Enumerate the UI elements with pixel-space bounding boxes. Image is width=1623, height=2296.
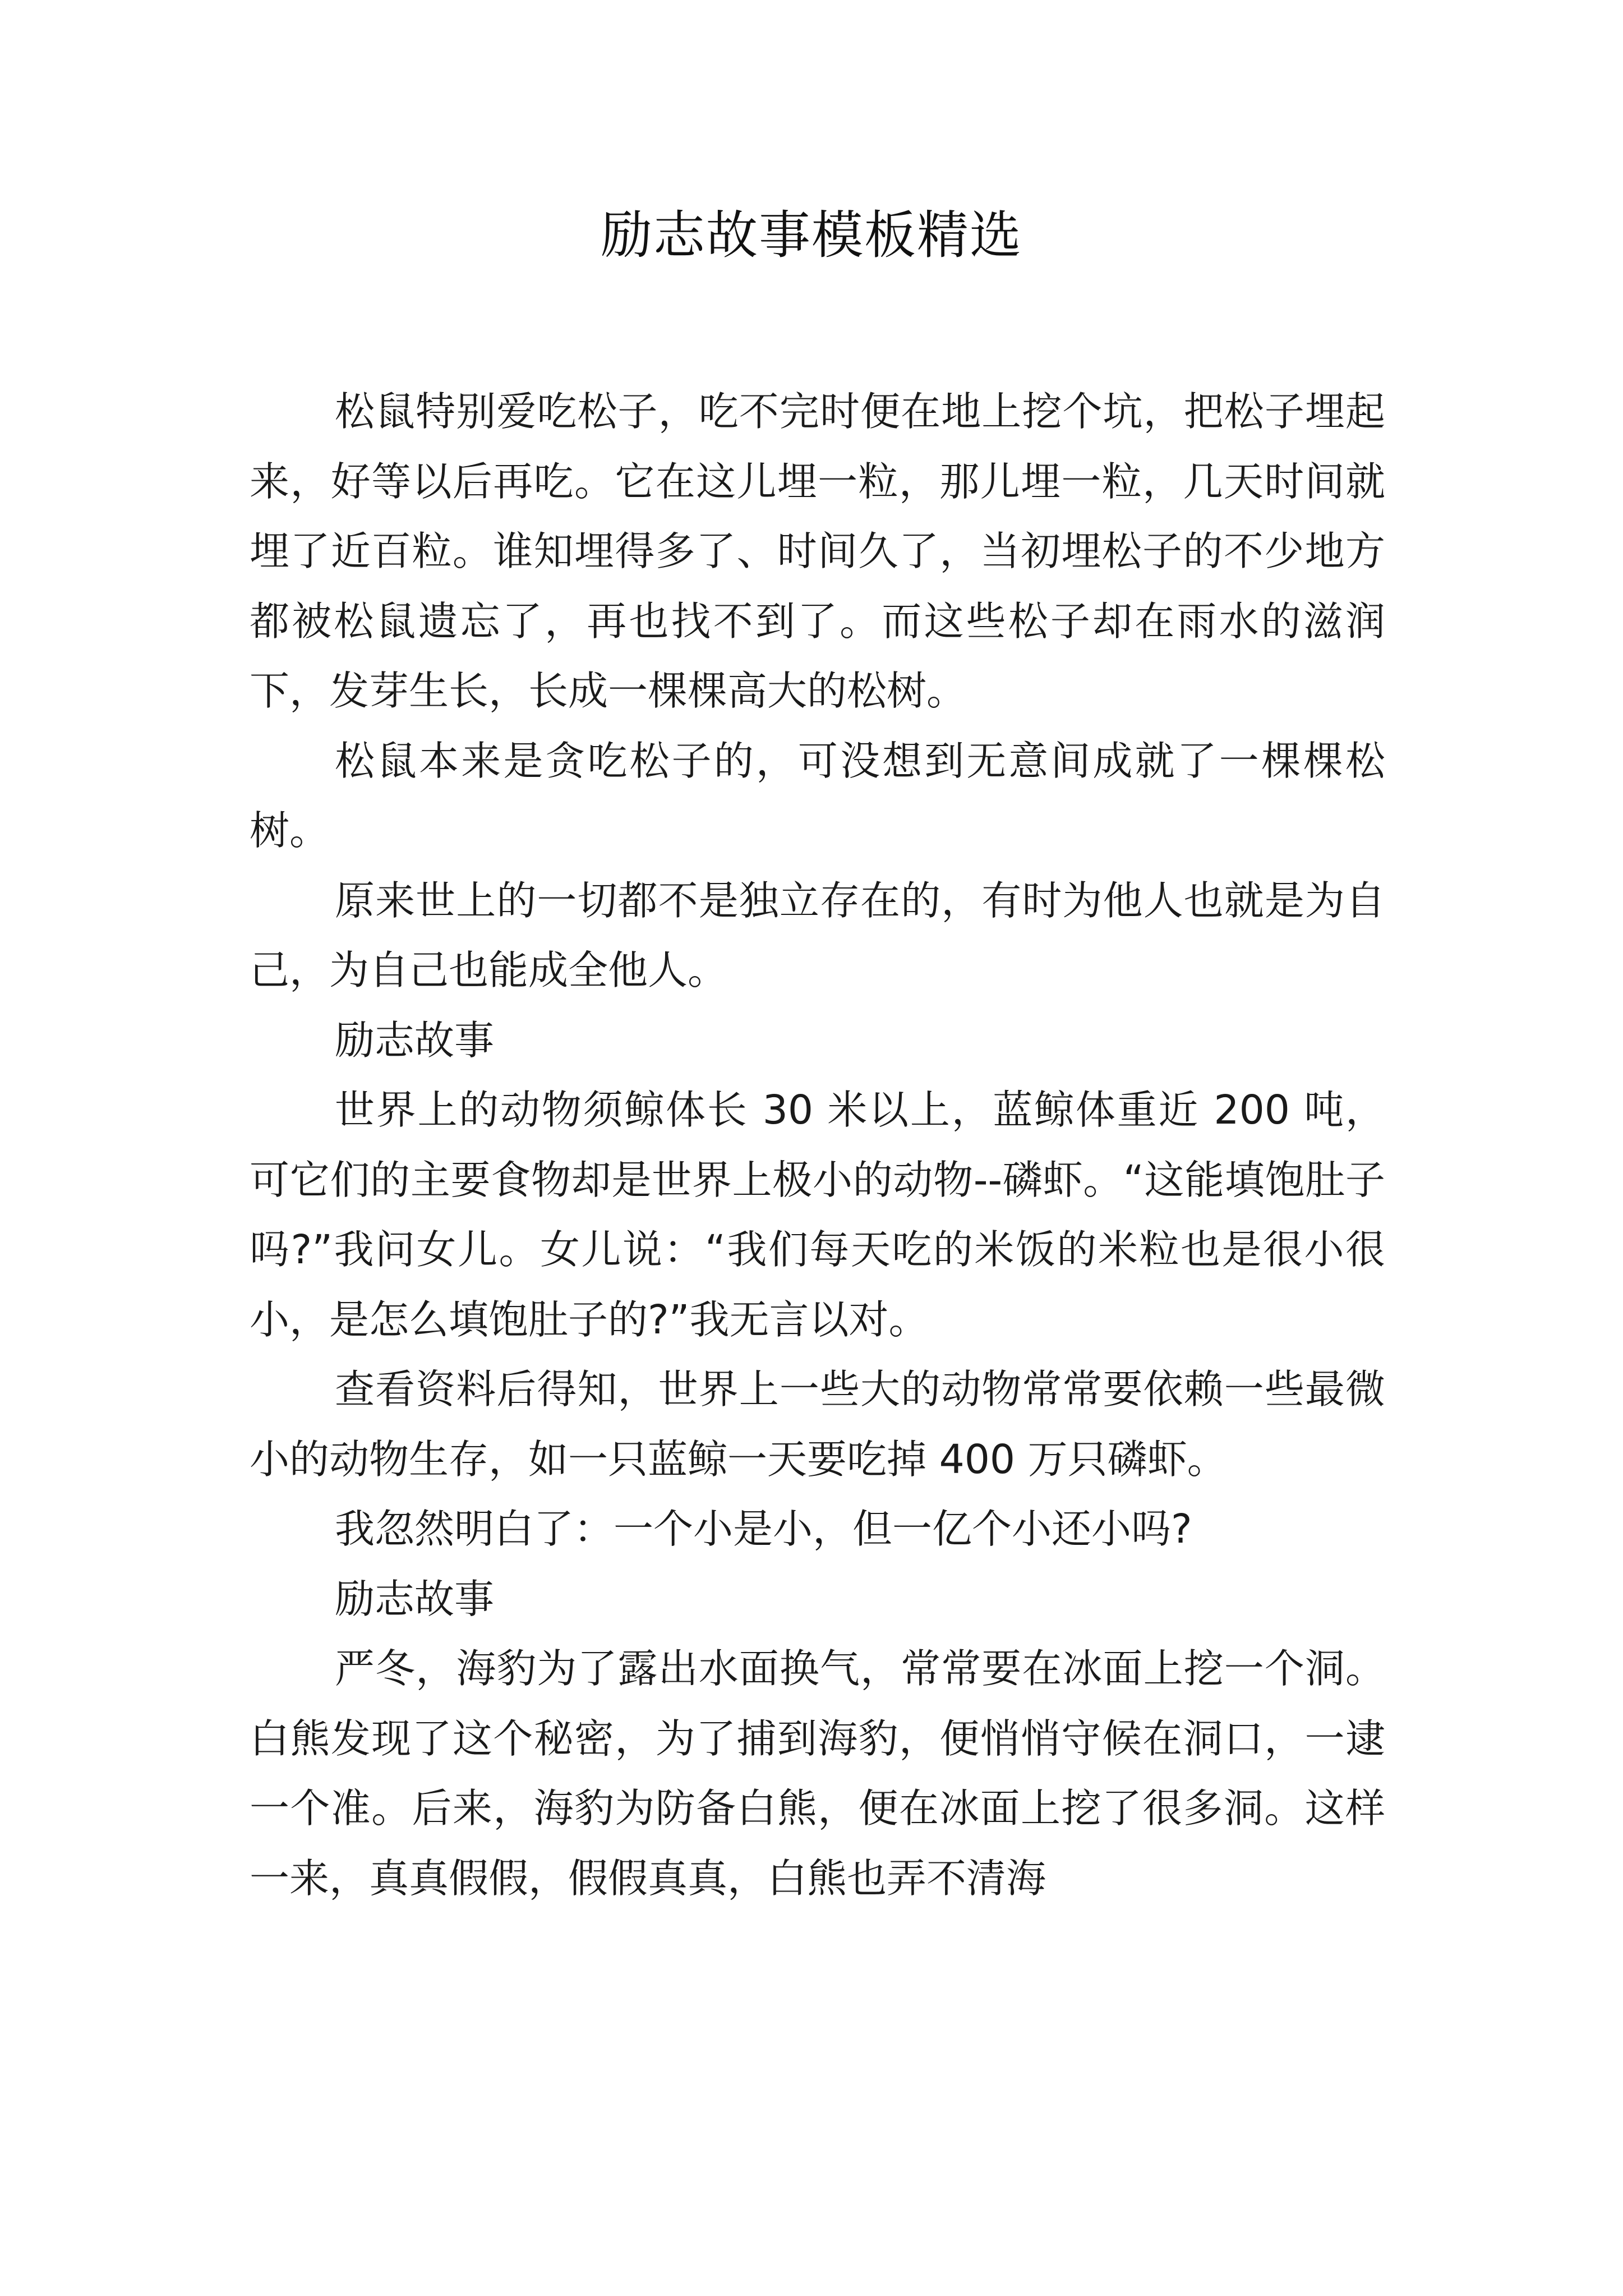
paragraph-whale-research: 查看资料后得知，世界上一些大的动物常常要依赖一些最微小的动物生存，如一只蓝鲸一天要吃掉 400 万只磷虾。 xyxy=(250,1366,1385,1483)
section-heading: 励志故事 xyxy=(335,1575,495,1622)
paragraph-whale-moral: 我忽然明白了：一个小是小，但一亿个小还小吗? xyxy=(335,1506,1192,1552)
document-title: 励志故事模板精选 xyxy=(600,205,1022,265)
paragraph-squirrel-moral: 原来世上的一切都不是独立存在的，有时为他人也就是为自己，为自己也能成全他人。 xyxy=(250,877,1385,993)
document-body xyxy=(250,377,1385,1913)
paragraph-seal-story: 严冬，海豹为了露出水面换气，常常要在冰面上挖一个洞。白熊发现了这个秘密，为了捕到海豹，便悄悄守候在洞口，一逮一个准。后来，海豹为防备白熊，便在冰面上挖了很多洞。这样一来，真真假假，假假真真，白熊也弄不清海 xyxy=(250,1645,1385,1902)
paragraph-squirrel-reflection: 松鼠本来是贪吃松子的，可没想到无意间成就了一棵棵松树。 xyxy=(250,737,1385,854)
section-heading: 励志故事 xyxy=(335,1016,495,1064)
paragraph-whale-story: 世界上的动物须鲸体长 30 米以上，蓝鲸体重近 200 吨，可它们的主要食物却是世界上极小的动物--磷虾。“这能填饱肚子吗?”我问女儿。女儿说：“我们每天吃的米饭的米粒也是很小很小，是怎么填饱肚子的?”我无言以对。 xyxy=(250,1087,1385,1343)
paragraph-squirrel-story: 松鼠特别爱吃松子，吃不完时便在地上挖个坑，把松子埋起来，好等以后再吃。它在这儿埋一粒，那儿埋一粒，几天时间就埋了近百粒。谁知埋得多了、时间久了，当初埋松子的不少地方都被松鼠遗忘了，再也找不到了。而这些松子却在雨水的滋润下，发芽生长，长成一棵棵高大的松树。 xyxy=(250,388,1385,714)
